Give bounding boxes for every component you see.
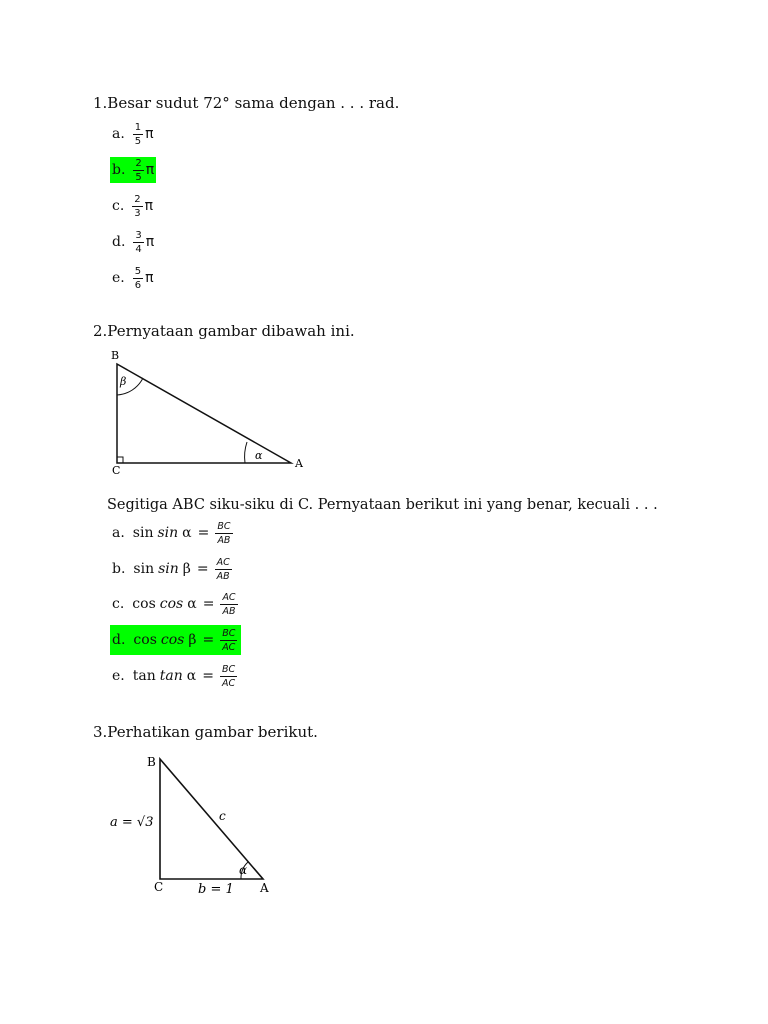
q2-option-e[interactable] <box>110 663 241 689</box>
pi-symbol: π <box>145 126 154 142</box>
option-label: b. <box>112 162 126 178</box>
function-name-italic: sin <box>157 525 179 541</box>
vertex-label-a: A <box>295 457 303 470</box>
q2-option-a[interactable] <box>110 520 237 546</box>
option-label: a. <box>112 525 125 541</box>
pi-symbol: π <box>145 234 155 250</box>
q2-option-b[interactable] <box>110 556 236 582</box>
fraction: $\frac{AC}{AB}$ <box>222 591 236 617</box>
angle-symbol: α <box>186 668 197 684</box>
triangle-figure-1 <box>105 346 315 478</box>
equals-sign: = <box>197 525 210 541</box>
function-name-italic: tan <box>159 668 183 684</box>
triangle-figure-2 <box>105 750 285 900</box>
equals-sign: = <box>202 596 215 612</box>
side-label-c: c <box>219 809 226 823</box>
fraction: $\frac{5}{6}$ <box>134 265 142 291</box>
q1-option-b[interactable] <box>110 157 156 183</box>
function-name: sin <box>132 525 154 541</box>
fraction: $\frac{BC}{AB}$ <box>217 520 231 546</box>
angle-label-alpha: α <box>239 863 248 877</box>
function-name: cos <box>132 596 156 612</box>
equals-sign: = <box>196 561 209 577</box>
fraction: $\frac{2}{5}$ <box>135 157 142 183</box>
question-1-stem: 1.Besar sudut 72° sama dengan . . . rad. <box>93 94 400 112</box>
fraction: $\frac{1}{5}$ <box>134 121 142 147</box>
fraction: $\frac{AC}{AB}$ <box>216 556 230 582</box>
option-label: a. <box>112 126 125 142</box>
question-2-text: Segitiga ABC siku-siku di C. Pernyataan berikut ini yang benar, kecuali . . . <box>107 497 658 513</box>
function-name-italic: cos <box>160 632 185 648</box>
equals-sign: = <box>202 632 215 648</box>
option-label: e. <box>112 668 125 684</box>
side-label-a: a = √3 <box>110 815 154 830</box>
option-label: c. <box>112 198 125 214</box>
angle-symbol: β <box>188 632 197 648</box>
vertex-label-b: B <box>147 755 156 769</box>
vertex-label-c: C <box>112 464 121 477</box>
option-label: b. <box>112 561 126 577</box>
question-2-stem: 2.Pernyataan gambar dibawah ini. <box>93 322 355 340</box>
vertex-label-a: A <box>260 881 269 895</box>
q1-option-a[interactable] <box>110 121 156 147</box>
question-3-stem: 3.Perhatikan gambar berikut. <box>93 723 318 741</box>
pi-symbol: π <box>145 162 155 178</box>
function-name: tan <box>132 668 156 684</box>
q1-option-e[interactable] <box>110 265 156 291</box>
fraction: $\frac{BC}{AC}$ <box>221 663 236 689</box>
angle-symbol: α <box>182 525 192 541</box>
option-label: d. <box>112 234 126 250</box>
pi-symbol: π <box>144 198 154 214</box>
function-name-italic: sin <box>158 561 179 577</box>
angle-symbol: α <box>187 596 197 612</box>
option-label: d. <box>112 632 126 648</box>
angle-label-alpha: α <box>255 449 263 462</box>
fraction: $\frac{2}{3}$ <box>134 193 141 219</box>
angle-label-beta: β <box>120 375 127 388</box>
function-name: sin <box>133 561 155 577</box>
function-name: cos <box>133 632 157 648</box>
option-label: c. <box>112 596 125 612</box>
q1-option-c[interactable] <box>110 193 155 219</box>
pi-symbol: π <box>145 270 154 286</box>
vertex-label-c: C <box>154 880 164 894</box>
vertex-label-b: B <box>111 349 120 362</box>
angle-symbol: β <box>182 561 191 577</box>
function-name-italic: cos <box>159 596 184 612</box>
fraction: $\frac{3}{4}$ <box>135 229 142 255</box>
q2-option-d[interactable] <box>110 625 241 655</box>
option-label: e. <box>112 270 125 286</box>
fraction: $\frac{BC}{AC}$ <box>222 627 236 653</box>
side-label-b: b = 1 <box>198 882 234 897</box>
right-angle-marker <box>117 457 123 463</box>
angle-arc-alpha <box>245 442 247 463</box>
q1-option-d[interactable] <box>110 229 156 255</box>
q2-option-c[interactable] <box>110 591 242 617</box>
equals-sign: = <box>202 668 214 684</box>
triangle-shape <box>160 759 263 879</box>
